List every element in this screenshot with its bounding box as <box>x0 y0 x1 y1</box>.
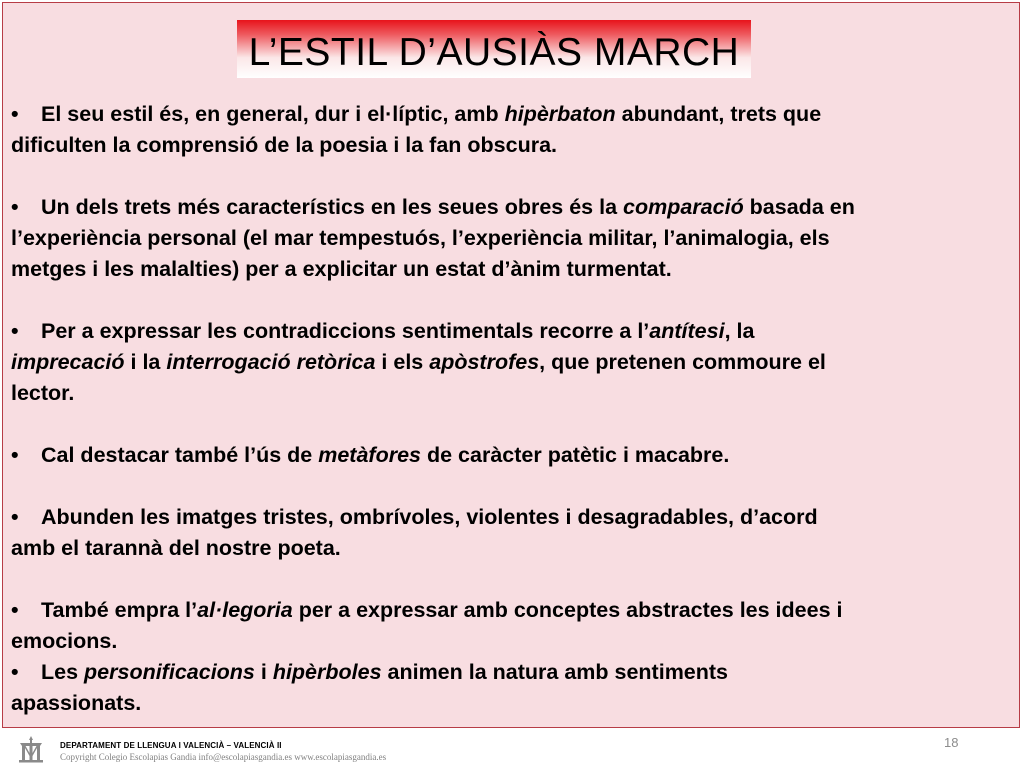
text-run: per a expressar amb conceptes abstractes les idees i <box>292 598 843 622</box>
bullet-item <box>11 99 1011 161</box>
bullet-item <box>11 502 1011 564</box>
text-run: i <box>254 660 273 684</box>
text-run: , la <box>724 319 755 343</box>
title-banner <box>237 20 751 78</box>
text-run: basada en <box>743 195 855 219</box>
school-crest-icon <box>16 734 46 764</box>
bullet-item <box>11 595 1011 657</box>
text-run: de caràcter patètic i macabre. <box>421 443 730 467</box>
text-run: Les <box>41 660 85 684</box>
body-text <box>11 99 1011 719</box>
text-run: dificulten la comprensió de la poesia i la fan obscura. <box>11 133 558 157</box>
text-run: amb el tarannà del nostre poeta. <box>11 536 341 560</box>
text-run-italic: personificacions <box>84 660 255 684</box>
text-run: abundant, trets que <box>615 102 822 126</box>
text-run-italic: hipèrbaton <box>504 102 616 126</box>
text-run: , que pretenen commoure el <box>539 350 826 374</box>
text-run-italic: hipèrboles <box>272 660 382 684</box>
bullet-icon: • <box>11 319 19 343</box>
text-run: emocions. <box>11 629 118 653</box>
copyright-text: Copyright Colegio Escolapias Gandia info@escolapiasgandia.es www.escolapiasgandia.es <box>60 752 387 762</box>
text-run: També empra l’ <box>41 598 198 622</box>
bullet-icon: • <box>11 443 19 467</box>
text-run-italic: comparació <box>623 195 744 219</box>
bullet-icon: • <box>11 598 19 622</box>
text-run: animen la natura amb sentiments <box>381 660 729 684</box>
bullet-item <box>11 192 1011 285</box>
text-run-italic: al·legoria <box>197 598 293 622</box>
text-run: apassionats. <box>11 691 142 715</box>
department-label: DEPARTAMENT DE LLENGUA I VALENCIÀ – VALENCIÀ II <box>60 741 282 750</box>
bullet-item <box>11 440 1011 471</box>
text-run: i els <box>375 350 430 374</box>
bullet-icon: • <box>11 195 19 219</box>
text-run: Per a expressar les contradiccions sentimentals recorre a l’ <box>41 319 650 343</box>
text-run-italic: apòstrofes <box>429 350 540 374</box>
bullet-icon: • <box>11 102 19 126</box>
text-run-italic: imprecació <box>11 350 125 374</box>
text-run-italic: antítesi <box>649 319 725 343</box>
text-run-italic: interrogació retòrica <box>166 350 376 374</box>
bullet-item <box>11 316 1011 409</box>
text-run: Cal destacar també l’ús de <box>41 443 319 467</box>
text-run: l’experiència personal (el mar tempestuós, l’experiència militar, l’animalogia, els <box>11 226 830 250</box>
text-run: Abunden les imatges tristes, ombrívoles, violentes i desagradables, d’acord <box>41 505 818 529</box>
slide-title: L’ESTIL D’AUSIÀS MARCH <box>248 30 740 74</box>
text-run-italic: metàfores <box>318 443 421 467</box>
text-run: i la <box>124 350 167 374</box>
text-run: lector. <box>11 381 75 405</box>
text-run: metges i les malalties) per a explicitar un estat d’ànim turmentat. <box>11 257 672 281</box>
text-run: El seu estil és, en general, dur i el·líptic, amb <box>41 102 505 126</box>
text-run: Un dels trets més característics en les seues obres és la <box>41 195 624 219</box>
page-number: 18 <box>944 735 959 750</box>
bullet-icon: • <box>11 505 19 529</box>
bullet-icon: • <box>11 660 19 684</box>
bullet-item <box>11 657 1011 719</box>
